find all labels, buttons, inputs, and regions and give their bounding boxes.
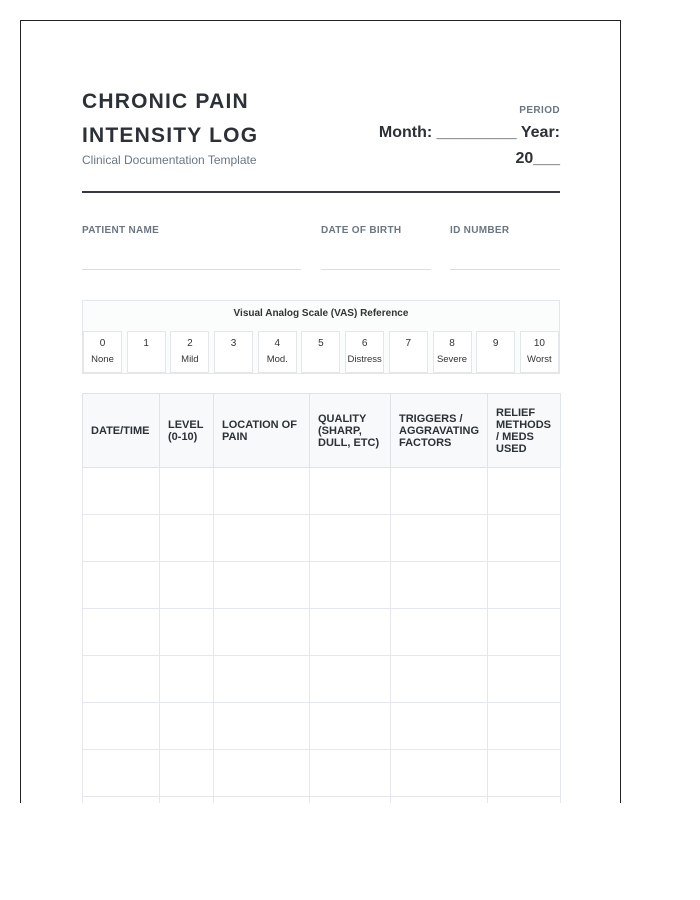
vas-cell-number: 5 [318, 338, 324, 349]
table-cell[interactable] [391, 656, 488, 703]
table-cell[interactable] [160, 797, 214, 804]
vas-cell-number: 10 [533, 338, 545, 349]
table-cell[interactable] [488, 750, 561, 797]
table-cell[interactable] [83, 750, 160, 797]
table-row [83, 468, 561, 515]
patient-name-line [82, 269, 301, 270]
table-cell[interactable] [391, 797, 488, 804]
table-cell[interactable] [214, 515, 310, 562]
vas-cell-number: 8 [449, 338, 455, 349]
header-quality: QUALITY (SHARP, DULL, ETC) [310, 394, 391, 468]
table-cell[interactable] [160, 468, 214, 515]
vas-cell [433, 331, 472, 373]
table-cell[interactable] [83, 468, 160, 515]
table-cell[interactable] [488, 703, 561, 750]
table-row [83, 750, 561, 797]
table-cell[interactable] [214, 797, 310, 804]
table-cell[interactable] [160, 609, 214, 656]
vas-cell-number: 9 [492, 338, 499, 349]
table-cell[interactable] [391, 468, 488, 515]
header-triggers: TRIGGERS / AGGRAVATING FACTORS [391, 394, 488, 468]
document-title [82, 85, 258, 153]
table-cell[interactable] [214, 750, 310, 797]
patient-name-field [82, 225, 159, 236]
vas-cell [170, 331, 209, 373]
document-subtitle: Clinical Documentation Template [82, 153, 257, 167]
vas-scale [83, 331, 559, 373]
table-cell[interactable] [488, 515, 561, 562]
table-cell[interactable] [214, 562, 310, 609]
dob-field [321, 225, 401, 236]
table-cell[interactable] [391, 515, 488, 562]
log-sheet [20, 20, 621, 803]
table-row [83, 656, 561, 703]
vas-cell [301, 331, 340, 373]
vas-cell [83, 331, 122, 373]
vas-cell-label: None [91, 354, 114, 365]
table-cell[interactable] [310, 468, 391, 515]
table-cell[interactable] [214, 468, 310, 515]
table-cell[interactable] [310, 703, 391, 750]
table-row [83, 609, 561, 656]
dob-line [321, 269, 431, 270]
vas-title: Visual Analog Scale (VAS) Reference [233, 308, 409, 319]
table-cell[interactable] [160, 750, 214, 797]
title-line-2: INTENSITY LOG [82, 124, 259, 147]
title-line-1: CHRONIC PAIN [82, 90, 249, 113]
vas-cell-label: Severe [436, 354, 468, 365]
table-cell[interactable] [391, 750, 488, 797]
vas-cell-label: Mod. [266, 354, 288, 365]
pain-log-table [82, 393, 561, 803]
vas-cell-label: Mild [181, 354, 199, 365]
table-cell[interactable] [391, 609, 488, 656]
vas-reference [82, 300, 560, 374]
table-cell[interactable] [83, 797, 160, 804]
period-label: PERIOD [519, 105, 560, 116]
id-number-field [450, 225, 509, 236]
header-relief: RELIEF METHODS / MEDS USED [488, 394, 561, 468]
vas-cell [258, 331, 297, 373]
header-date-time: DATE/TIME [83, 394, 160, 468]
table-cell[interactable] [214, 656, 310, 703]
table-cell[interactable] [391, 703, 488, 750]
patient-name-label: PATIENT NAME [82, 225, 160, 236]
table-cell[interactable] [83, 703, 160, 750]
table-cell[interactable] [310, 797, 391, 804]
id-number-line [450, 269, 560, 270]
header-level: LEVEL (0-10) [160, 394, 214, 468]
table-cell[interactable] [310, 562, 391, 609]
vas-cell-number: 3 [230, 338, 237, 349]
table-cell[interactable] [310, 515, 391, 562]
table-cell[interactable] [488, 562, 561, 609]
table-cell[interactable] [83, 656, 160, 703]
table-cell[interactable] [310, 656, 391, 703]
table-cell[interactable] [488, 609, 561, 656]
table-cell[interactable] [160, 703, 214, 750]
vas-cell-label: Distress [347, 354, 382, 365]
table-cell[interactable] [488, 797, 561, 804]
table-row [83, 797, 561, 804]
table-cell[interactable] [488, 656, 561, 703]
table-cell[interactable] [160, 515, 214, 562]
table-row [83, 703, 561, 750]
year-prefix-field: 20___ [515, 150, 560, 167]
vas-cell [214, 331, 253, 373]
table-cell[interactable] [214, 609, 310, 656]
table-cell[interactable] [391, 562, 488, 609]
table-cell[interactable] [310, 609, 391, 656]
vas-cell-number: 2 [187, 338, 193, 349]
vas-cell [520, 331, 559, 373]
vas-cell [127, 331, 166, 373]
table-cell[interactable] [310, 750, 391, 797]
table-cell[interactable] [83, 562, 160, 609]
vas-cell-number: 4 [274, 338, 281, 349]
dob-label: DATE OF BIRTH [321, 225, 402, 236]
table-header-row [83, 394, 561, 468]
vas-cell-number: 6 [361, 338, 368, 349]
vas-cell-number: 1 [143, 338, 149, 349]
vas-cell [389, 331, 428, 373]
table-row [83, 515, 561, 562]
table-cell[interactable] [83, 515, 160, 562]
table-cell[interactable] [83, 609, 160, 656]
id-number-label: ID NUMBER [450, 225, 510, 236]
period-fields [340, 120, 560, 172]
vas-cell [476, 331, 515, 373]
vas-cell-number: 7 [405, 338, 412, 349]
header-location: LOCATION OF PAIN [214, 394, 310, 468]
table-cell[interactable] [160, 656, 214, 703]
header-divider [82, 191, 560, 193]
month-year-field: Month: _________ Year: [378, 124, 560, 141]
vas-cell-label: Worst [527, 354, 552, 365]
table-row [83, 562, 561, 609]
vas-cell [345, 331, 384, 373]
table-cell[interactable] [214, 703, 310, 750]
table-cell[interactable] [160, 562, 214, 609]
table-cell[interactable] [488, 468, 561, 515]
vas-cell-number: 0 [99, 338, 106, 349]
